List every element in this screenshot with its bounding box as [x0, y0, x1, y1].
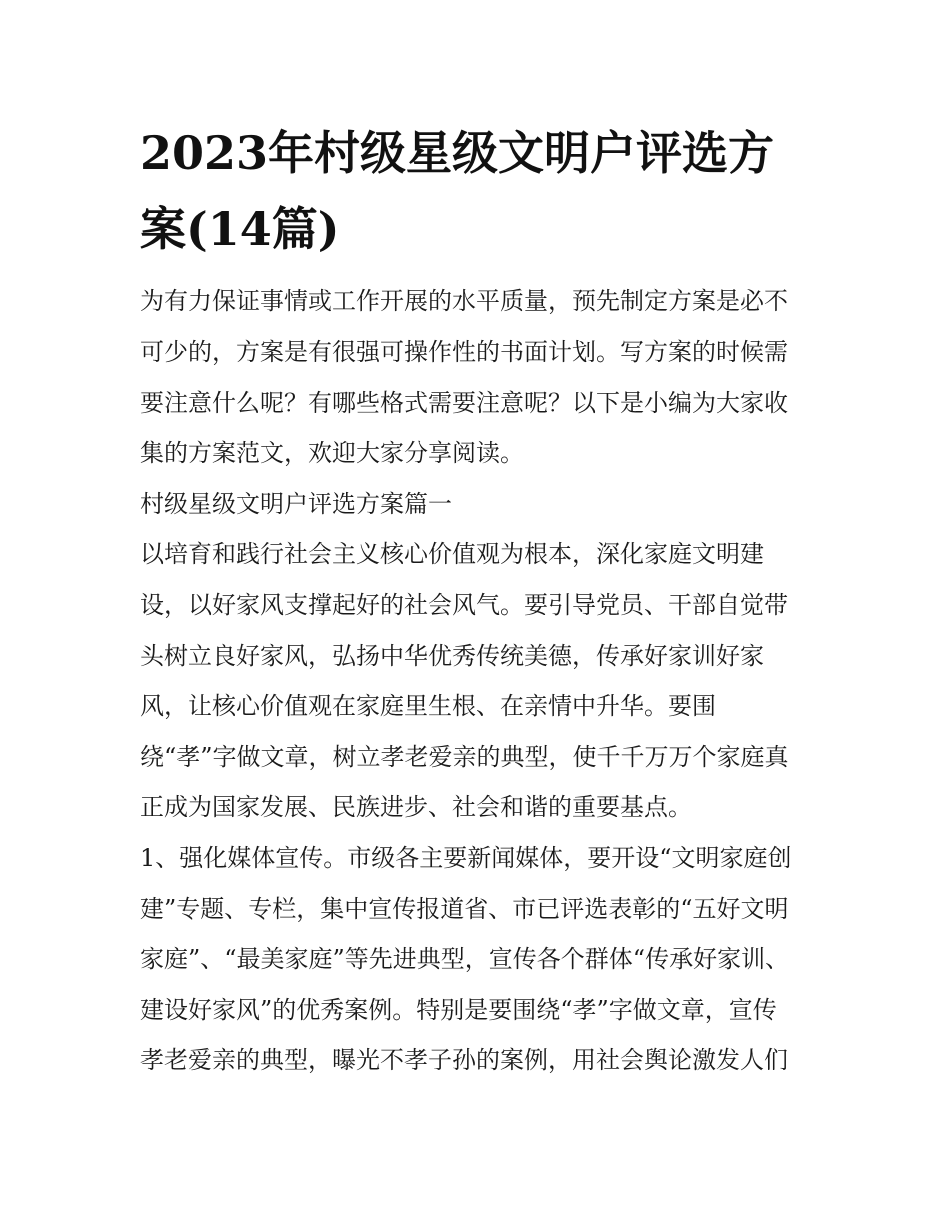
- title-line-2: 案(14篇): [140, 202, 340, 256]
- intro-line-2: 可少的，方案是有很强可操作性的书面计划。写方案的时候需: [140, 338, 788, 366]
- intro-line-4: 集的方案范文，欢迎大家分享阅读。: [140, 439, 524, 467]
- list-item-line-3: 家庭”、“最美家庭”等先进典型，宣传各个群体“传承好家训、: [140, 945, 790, 973]
- list-item-line-5: 孝老爱亲的典型，曝光不孝子孙的案例，用社会舆论激发人们: [140, 1046, 788, 1074]
- section-heading: 村级星级文明户评选方案篇一: [140, 490, 452, 518]
- paragraph-line-4: 风，让核心价值观在家庭里生根、在亲情中升华。要围: [140, 692, 716, 720]
- list-item-line-2: 建”专题、专栏，集中宣传报道省、市已评选表彰的“五好文明: [140, 895, 789, 923]
- list-item-line-1: 1、强化媒体宣传。市级各主要新闻媒体，要开设“文明家庭创: [140, 844, 792, 872]
- paragraph-line-2: 设，以好家风支撑起好的社会风气。要引导党员、干部自觉带: [140, 591, 788, 619]
- paragraph-line-3: 头树立良好家风，弘扬中华优秀传统美德，传承好家训好家: [140, 642, 764, 670]
- intro-line-3: 要注意什么呢？有哪些格式需要注意呢？以下是小编为大家收: [140, 389, 788, 417]
- title-line-1: 2023年村级星级文明户评选方: [140, 126, 775, 180]
- intro-line-1: 为有力保证事情或工作开展的水平质量，预先制定方案是必不: [140, 287, 788, 315]
- paragraph-line-5: 绕“孝”字做文章，树立孝老爱亲的典型，使千千万万个家庭真: [140, 743, 789, 771]
- list-item-line-4: 建设好家风”的优秀案例。特别是要围绕“孝”字做文章，宣传: [140, 996, 777, 1024]
- document-title: [140, 115, 820, 267]
- paragraph-line-1: 以培育和践行社会主义核心价值观为根本，深化家庭文明建: [140, 540, 764, 568]
- paragraph-line-6: 正成为国家发展、民族进步、社会和谐的重要基点。: [140, 793, 692, 821]
